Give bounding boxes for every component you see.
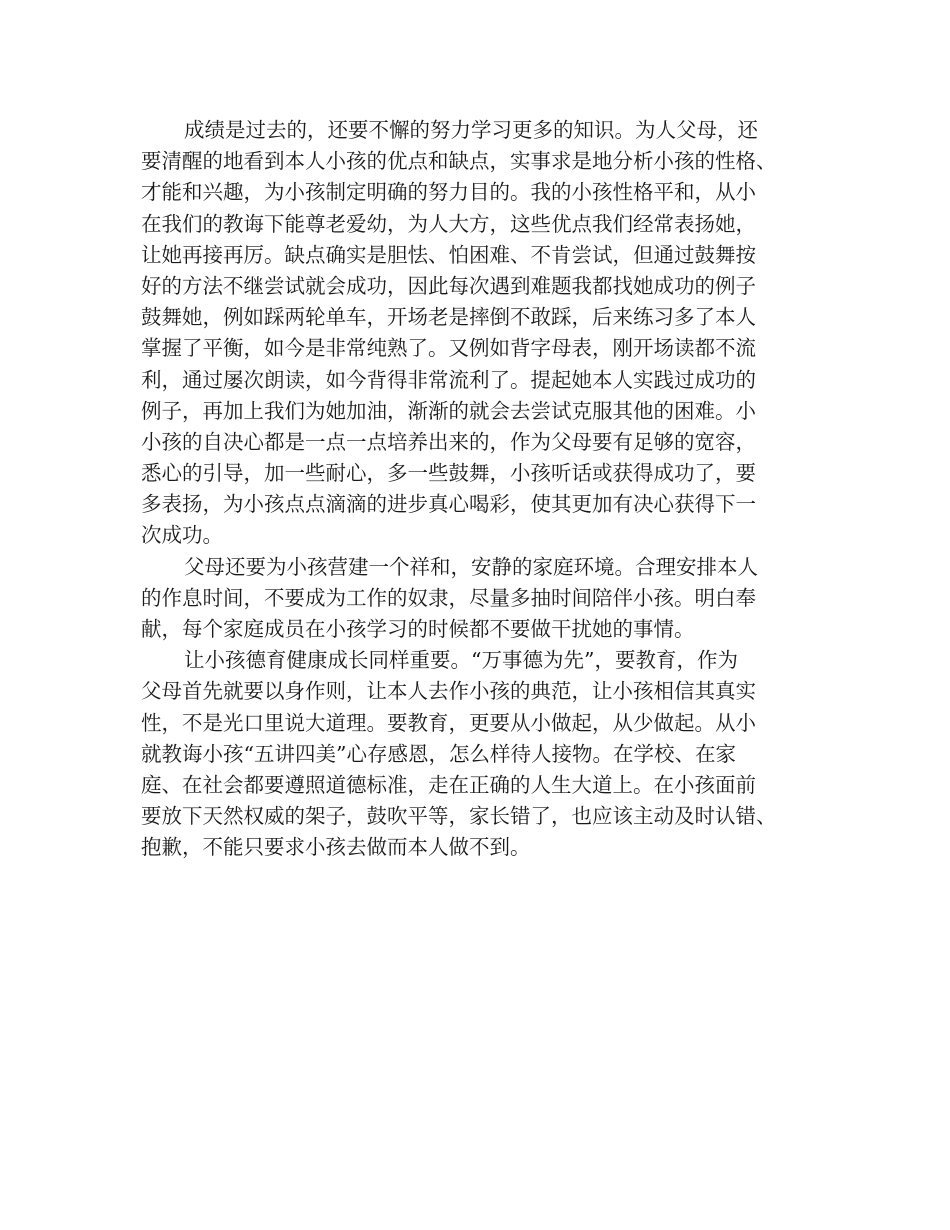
text-line: 父母还要为小孩营建一个祥和，安静的家庭环境。合理安排本人 [184,554,758,579]
text-line: 例子，再加上我们为她加油，渐渐的就会去尝试克服其他的困难。小 [141,398,756,423]
paragraph-3 [141,645,821,863]
text-line: 次成功。 [141,523,223,548]
text-line: 在我们的教诲下能尊老爱幼，为人大方，这些优点我们经常表扬她， [141,211,756,236]
text-line: 让小孩德育健康成长同样重要。“万事德为先”，要教育，作为 [184,648,738,673]
text-line: 要清醒的地看到本人小孩的优点和缺点，实事求是地分析小孩的性格、 [141,149,777,174]
text-line: 性，不是光口里说大道理。要教育，更要从小做起，从少做起。从小 [141,710,756,735]
text-line: 的作息时间，不要成为工作的奴隶，尽量多抽时间陪伴小孩。明白奉 [141,585,756,610]
text-line: 成绩是过去的，还要不懈的努力学习更多的知识。为人父母，还 [184,118,758,142]
text-line: 才能和兴趣，为小孩制定明确的努力目的。我的小孩性格平和，从小 [141,180,756,205]
text-line: 掌握了平衡，如今是非常纯熟了。又例如背字母表，刚开场读都不流 [141,336,756,361]
text-line: 好的方法不继尝试就会成功，因此每次遇到难题我都找她成功的例子 [141,273,756,298]
text-line: 鼓舞她，例如踩两轮单车，开场老是摔倒不敢踩，后来练习多了本人 [141,305,756,330]
paragraph-1 [141,115,821,552]
text-line: 小孩的自决心都是一点一点培养出来的，作为父母要有足够的宽容， [141,429,756,454]
paragraph-2 [141,552,821,646]
text-line: 献，每个家庭成员在小孩学习的时候都不要做干扰她的事情。 [141,617,695,641]
text-line: 多表扬，为小孩点点滴滴的进步真心喝彩，使其更加有决心获得下一 [141,492,756,517]
text-line: 父母首先就要以身作则，让本人去作小孩的典范，让小孩相信其真实 [141,679,756,704]
text-line: 悉心的引导，加一些耐心，多一些鼓舞，小孩听话或获得成功了，要 [141,461,756,486]
document-body [141,115,821,864]
text-line: 庭、在社会都要遵照道德标准，走在正确的人生大道上。在小孩面前 [141,772,756,797]
text-line: 要放下天然权威的架子，鼓吹平等，家长错了，也应该主动及时认错、 [141,804,777,829]
text-line: 利，通过屡次朗读，如今背得非常流利了。提起她本人实践过成功的 [141,367,756,392]
text-line: 让她再接再厉。缺点确实是胆怯、怕困难、不肯尝试，但通过鼓舞按 [141,242,756,267]
text-line: 就教诲小孩“五讲四美”心存感恩，怎么样待人接物。在学校、在家 [141,741,736,766]
text-line: 抱歉，不能只要求小孩去做而本人做不到。 [141,835,531,860]
